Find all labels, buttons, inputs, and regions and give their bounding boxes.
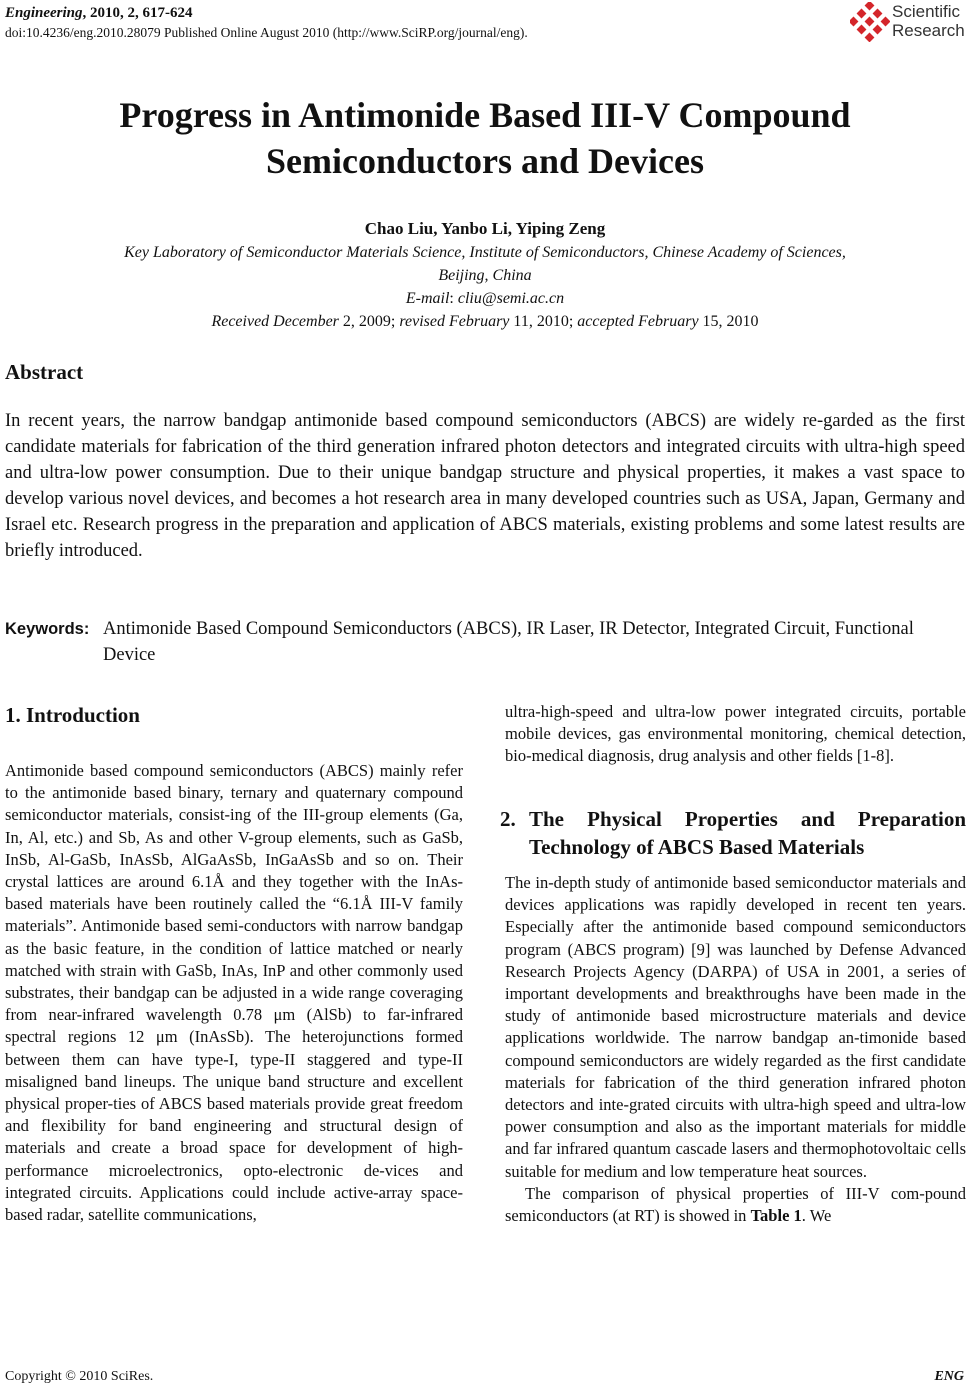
- revised-label: revised February: [399, 313, 510, 330]
- para2-start: The comparison of physical properties of III-V com-pound semiconductors (at RT) is showed in: [505, 1183, 966, 1226]
- accepted-label: accepted February: [577, 313, 699, 330]
- paper-title: [0, 92, 970, 184]
- abstract-text: In recent years, the narrow bandgap antimonide based compound semiconductors (ABCS) are widely re-garded as the first candidate materials for fabrication of the third generation infrared photon detectors and integrated circuits with ultra-high speed and ultra-low power consumption. Due to their unique bandgap structure and physical properties, it makes a vast space to develop various novel devices, and becomes a hot research area in many developed countries such as USA, Japan, Germany and Israel etc. Research progress in the preparation and application of ABCS materials, existing problems and some latest results are briefly introduced.: [5, 411, 965, 561]
- title-line1: Progress in Antimonide Based III-V Compound: [119, 95, 851, 135]
- para2-end: . We: [801, 1206, 832, 1226]
- journal-citation: [5, 4, 193, 22]
- keywords: [5, 616, 970, 665]
- doi-line[interactable]: doi:10.4236/eng.2010.28079 Published Online August 2010 (http://www.SciRP.org/journal/eng).: [5, 25, 528, 40]
- received-date: 2, 2009;: [338, 313, 400, 330]
- scientific-research-logo: [850, 2, 968, 44]
- affiliation-line2: Beijing, China: [438, 267, 532, 284]
- logo-text: [892, 2, 965, 40]
- section1-paragraph: Antimonide based compound semiconductors (ABCS) mainly refer to the antimonide based binary, ternary and quaternary compound semiconductor materials, consist-ing of the III-group elements (Ga, In, Al, etc.) and Sb, As and other V-group elements, such as GaSb, InSb, Al-GaSb, InAsSb, AlGaAsSb, InGaAsSb and so on. Their crystal lattices are around 6.1Å and they together with the InAs-based materials have been routinely called the “6.1Å III-V family materials”. Antimonide based semi-conductors with narrow bandgap as the basic feature, in the condition of lattice matched or nearly matched with strain with GaSb, InAs, InP and other commonly used substrates, their bandgap can be adjusted in a wide range coveraging from near-infrared wavelength 0.78 μm (AlSb) to far-infrared spectral regions 12 μm (InAsSb). The heterojunctions formed between them can have type-I, type-II staggered and type-II misaligned band lineups. The unique band structure and excellent physical proper-ties of ABCS based materials provide great freedom and flexibility for band engineering and structural design of materials and create a broad space for development of high-performance microelectronics, opto-electronic de-vices and integrated circuits. Applications could include active-array space-based radar, satellite communications,: [5, 761, 463, 1225]
- journal-abbreviation: ENG: [934, 1369, 964, 1384]
- journal-issue: , 2010, 2, 617-624: [82, 5, 193, 21]
- email-address[interactable]: cliu@semi.ac.cn: [457, 290, 565, 307]
- abstract-heading: Abstract: [5, 360, 84, 384]
- section1-heading: 1. Introduction: [5, 703, 140, 727]
- right-column-top: [505, 701, 966, 768]
- email-line: E-mail: cliu@semi.ac.cn: [405, 290, 565, 307]
- section2-number: 2.: [500, 807, 516, 831]
- email-label: E-mail: [405, 290, 450, 307]
- section1-continuation: ultra-high-speed and ultra-low power integrated circuits, portable mobile devices, gas environmental monitoring, chemical detection, bio-medical diagnosis, drug analysis and other fields [1-8].: [505, 702, 966, 766]
- section2-paragraph2: [505, 1183, 966, 1227]
- section2-heading-line2: Technology of ABCS Based Materials: [529, 835, 865, 859]
- logo-icon: [850, 2, 890, 42]
- copyright: Copyright © 2010 SciRes.: [5, 1369, 154, 1384]
- keywords-text: Antimonide Based Compound Semiconductors (ABCS), IR Laser, IR Detector, Integrated Circuit, Functional Device: [103, 619, 914, 665]
- dates-line: [0, 311, 970, 333]
- right-column-body: [505, 872, 966, 1227]
- affiliation-line1: Key Laboratory of Semiconductor Materials Science, Institute of Semiconductors, Chinese Academy of Sciences,: [124, 244, 846, 261]
- revised-date: 11, 2010;: [509, 313, 578, 330]
- title-line2: Semiconductors and Devices: [266, 141, 704, 181]
- left-column: [5, 760, 463, 1226]
- section2-paragraph1: The in-depth study of antimonide based semiconductor materials and devices applications was rapidly developed in recent ten years. Especially after the antimonide based compound semiconductors program (ABCS program) [9] was launched by Defense Advanced Research Projects Agency (DARPA) of USA in 2001, a series of important developments and breakthroughs have been made in the study of antimonide based microstructure materials and device applications worldwide. The narrow bandgap an-timonide based compound semiconductors are widely regarded as the first candidate materials for fabrication of the third generation infrared photon detectors and inte-grated circuits with ultra-high speed and ultra-low power consumption and also as the important materials for middle and far infrared quantum cascade lasers and thermophotovoltaic cells suitable for medium and low temperature heat sources.: [505, 873, 966, 1181]
- received-label: Received December: [211, 313, 339, 330]
- journal-name: Engineering: [5, 5, 83, 21]
- accepted-date: 15, 2010: [698, 313, 759, 330]
- section2-heading-line1: The Physical Properties and Preparation: [529, 807, 966, 831]
- table1-reference[interactable]: Table 1: [750, 1206, 802, 1226]
- keywords-label: Keywords:: [5, 620, 90, 638]
- authors: Chao Liu, Yanbo Li, Yiping Zeng: [364, 219, 606, 238]
- logo-line1: Scientific: [892, 2, 961, 21]
- logo-line2: Research: [892, 21, 965, 40]
